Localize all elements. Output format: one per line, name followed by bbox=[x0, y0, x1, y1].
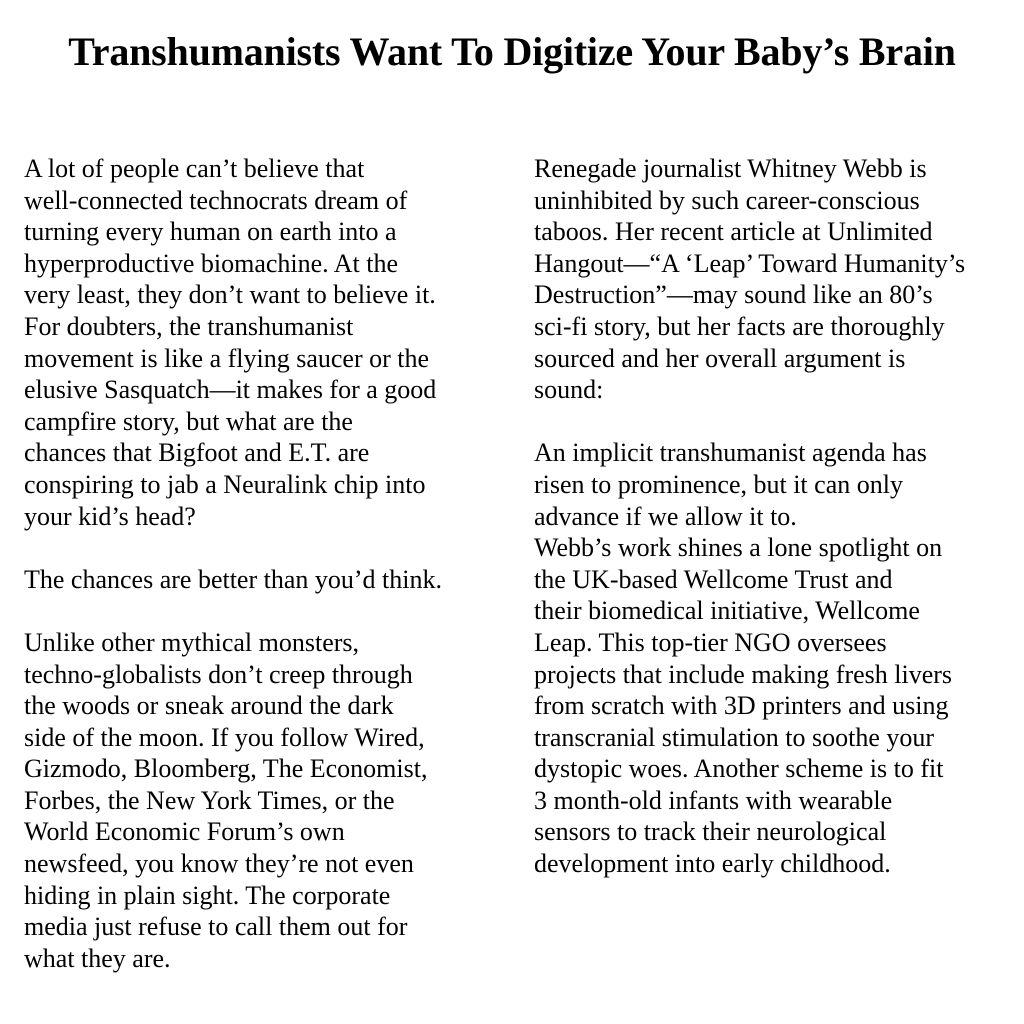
paragraph bbox=[534, 153, 1004, 406]
text-line: newsfeed, you know they’re not even bbox=[24, 849, 414, 879]
text-line: World Economic Forum’s own bbox=[24, 817, 345, 847]
text-line: sourced and her overall argument is bbox=[534, 343, 906, 373]
paragraph bbox=[24, 564, 514, 596]
text-line: techno-globalists don’t creep through bbox=[24, 659, 413, 689]
text-line: very least, they don’t want to believe it. bbox=[24, 280, 436, 310]
text-line: sci-fi story, but her facts are thoroughly bbox=[534, 311, 945, 341]
text-line: their biomedical initiative, Wellcome bbox=[534, 596, 920, 626]
text-line: 3 month-old infants with wearable bbox=[534, 785, 893, 815]
text-line: the UK-based Wellcome Trust and bbox=[534, 564, 893, 594]
text-line: Gizmodo, Bloomberg, The Economist, bbox=[24, 754, 428, 784]
text-line: turning every human on earth into a bbox=[24, 217, 397, 247]
paragraph bbox=[534, 532, 1004, 880]
text-line: what they are. bbox=[24, 943, 171, 973]
text-line: conspiring to jab a Neuralink chip into bbox=[24, 469, 426, 499]
text-line: Hangout—“A ‘Leap’ Toward Humanity’s bbox=[534, 248, 966, 278]
paragraph bbox=[24, 153, 514, 532]
text-line: Unlike other mythical monsters, bbox=[24, 627, 360, 657]
text-line: elusive Sasquatch—it makes for a good bbox=[24, 375, 437, 405]
text-line: projects that include making fresh livers bbox=[534, 659, 953, 689]
text-line: An implicit transhumanist agenda has bbox=[534, 438, 927, 468]
paragraph bbox=[24, 627, 514, 975]
text-line: media just refuse to call them out for bbox=[24, 912, 408, 942]
article-title: Transhumanists Want To Digitize Your Baby’s Brain bbox=[68, 29, 956, 74]
text-line: sound: bbox=[534, 375, 604, 405]
text-line: Webb’s work shines a lone spotlight on bbox=[534, 533, 943, 563]
text-line: Forbes, the New York Times, or the bbox=[24, 785, 395, 815]
text-line: taboos. Her recent article at Unlimited bbox=[534, 217, 933, 247]
text-line: your kid’s head? bbox=[24, 501, 196, 531]
text-line: campfire story, but what are the bbox=[24, 406, 353, 436]
text-line: side of the moon. If you follow Wired, bbox=[24, 722, 425, 752]
text-line: Leap. This top-tier NGO oversees bbox=[534, 627, 887, 657]
text-line: well-connected technocrats dream of bbox=[24, 185, 408, 215]
text-line: dystopic woes. Another scheme is to fit bbox=[534, 754, 944, 784]
paragraph-gap bbox=[534, 406, 1004, 438]
text-line: For doubters, the transhumanist bbox=[24, 311, 354, 341]
text-line: risen to prominence, but it can only bbox=[534, 469, 903, 499]
text-line: advance if we allow it to. bbox=[534, 501, 797, 531]
right-column bbox=[534, 153, 1004, 880]
text-line: Destruction”—may sound like an 80’s bbox=[534, 280, 933, 310]
text-line: chances that Bigfoot and E.T. are bbox=[24, 438, 370, 468]
text-line: The chances are better than you’d think. bbox=[24, 564, 442, 594]
block-quote bbox=[534, 437, 1004, 532]
text-line: uninhibited by such career-conscious bbox=[534, 185, 920, 215]
paragraph-gap bbox=[24, 595, 514, 627]
text-line: transcranial stimulation to soothe your bbox=[534, 722, 935, 752]
text-line: movement is like a flying saucer or the bbox=[24, 343, 430, 373]
text-line: from scratch with 3D printers and using bbox=[534, 691, 949, 721]
text-line: sensors to track their neurological bbox=[534, 817, 887, 847]
text-line: hiding in plain sight. The corporate bbox=[24, 880, 391, 910]
paragraph-gap bbox=[24, 532, 514, 564]
text-line: hyperproductive biomachine. At the bbox=[24, 248, 399, 278]
text-line: development into early childhood. bbox=[534, 849, 891, 879]
text-line: Renegade journalist Whitney Webb is bbox=[534, 154, 927, 183]
left-column bbox=[24, 153, 514, 974]
text-line: A lot of people can’t believe that bbox=[24, 154, 365, 183]
text-line: the woods or sneak around the dark bbox=[24, 691, 394, 721]
